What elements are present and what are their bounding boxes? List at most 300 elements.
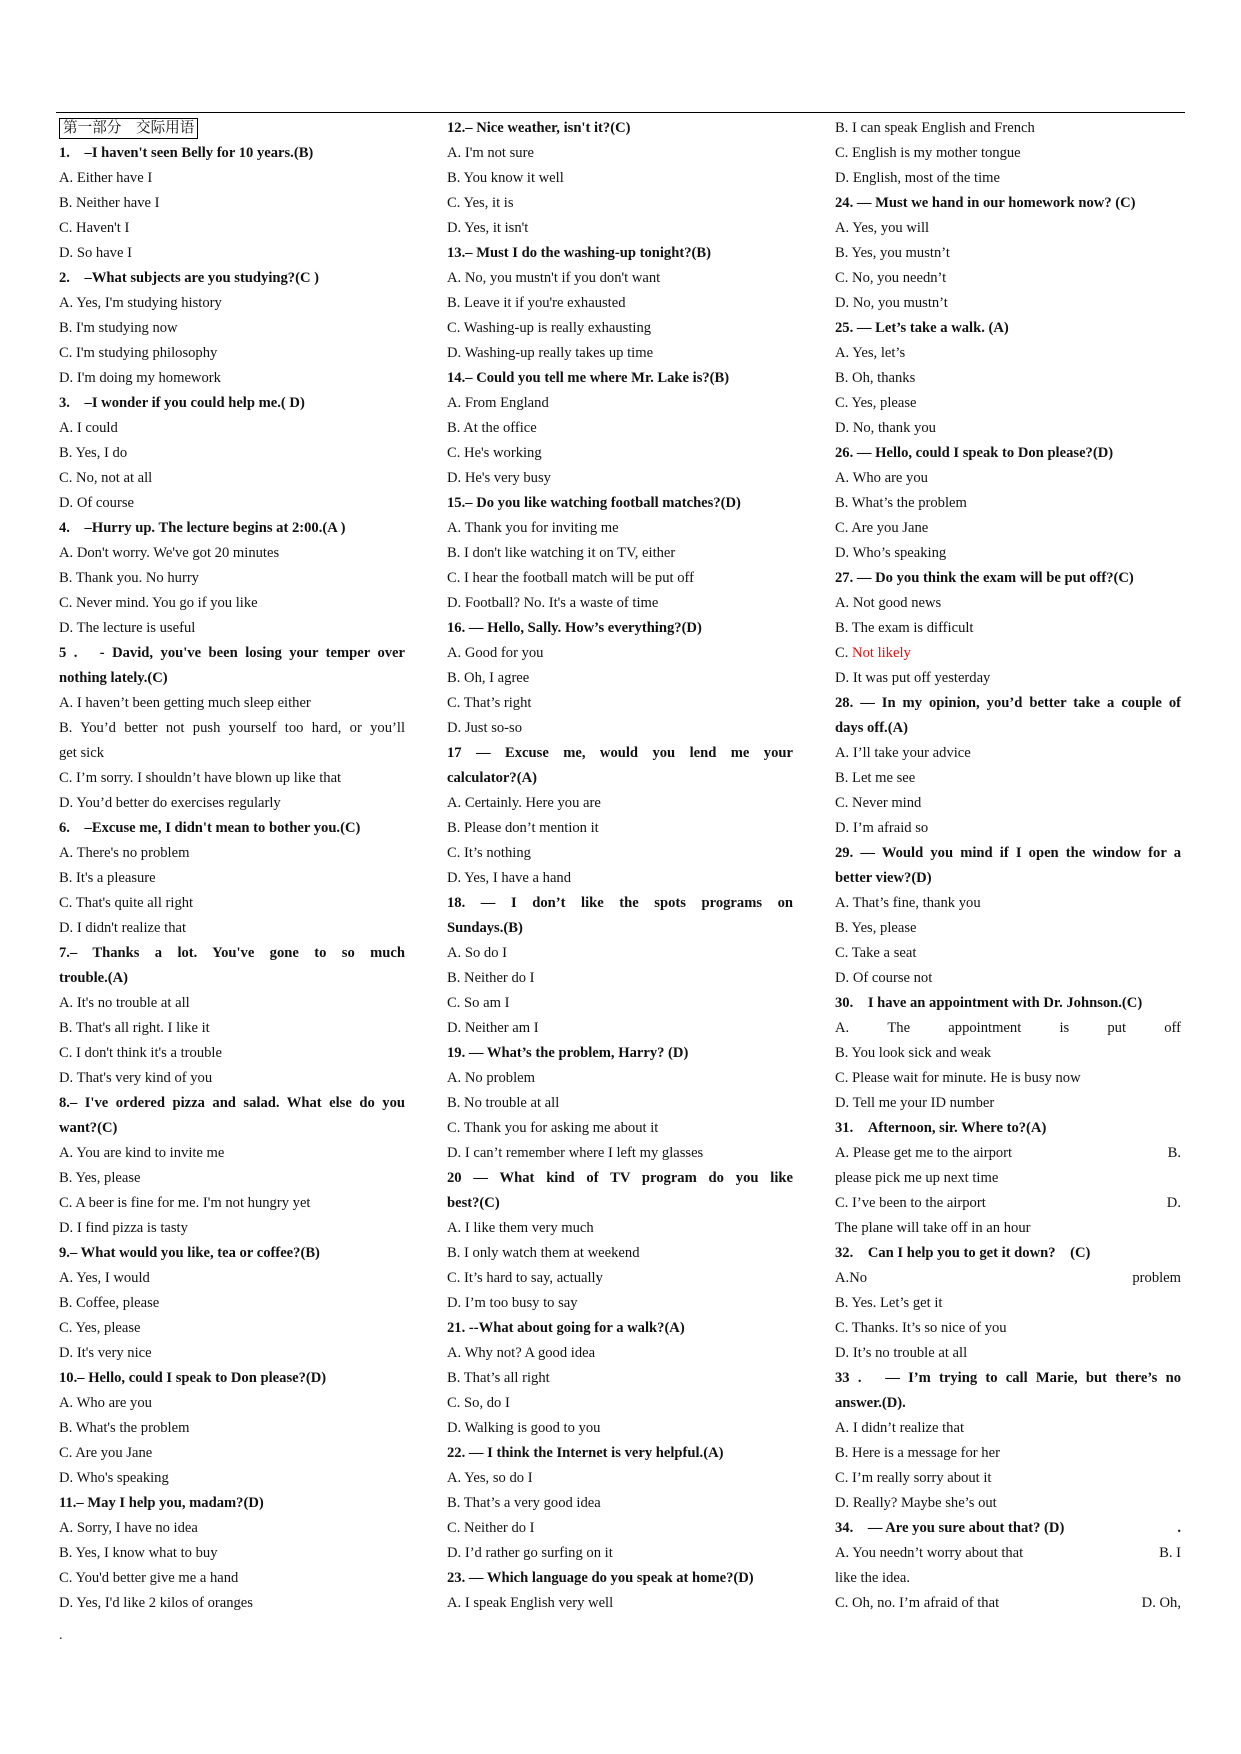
option-line — [447, 341, 793, 366]
option-line — [447, 166, 793, 191]
option-line — [59, 1191, 405, 1216]
line-text: D. I find pizza is tasty — [59, 1220, 188, 1236]
option-line — [447, 466, 793, 491]
line-text: B. Here is a message for her — [835, 1445, 1000, 1461]
line-text: B. Neither have I — [59, 195, 160, 211]
question-line — [447, 1441, 793, 1466]
line-text: D. I’d rather go surfing on it — [447, 1545, 613, 1561]
line-text: B. That's all right. I like it — [59, 1020, 210, 1036]
line-text: D. English, most of the time — [835, 170, 1000, 186]
line-text: C. I’m really sorry about it — [835, 1470, 992, 1486]
line-text: better view?(D) — [835, 870, 932, 886]
line-left-text: A. Please get me to the airport — [835, 1145, 1013, 1161]
line-text: B. The exam is difficult — [835, 620, 974, 636]
line-text: 20 — What kind of TV program do you like — [447, 1170, 793, 1186]
line-text: C. He's working — [447, 445, 542, 461]
option-line — [447, 441, 793, 466]
line-text: A. It's no trouble at all — [59, 995, 190, 1011]
option-line — [835, 1316, 1181, 1341]
option-line — [835, 1291, 1181, 1316]
line-right-text: problem — [1132, 1270, 1181, 1286]
option-line — [835, 791, 1181, 816]
line-text: 1. –I haven't seen Belly for 10 years.(B) — [59, 145, 314, 161]
option-line — [447, 266, 793, 291]
line-text: A. Yes, I'm studying history — [59, 295, 222, 311]
line-text: A. Yes, I would — [59, 1270, 150, 1286]
line-text: like the idea. — [835, 1570, 910, 1586]
question-line — [835, 566, 1181, 591]
line-right-text: . — [1177, 1520, 1181, 1536]
option-line — [447, 391, 793, 416]
option-line — [447, 1516, 793, 1541]
line-text: D. Who’s speaking — [835, 545, 947, 561]
option-line — [447, 1491, 793, 1516]
line-text: 12.– Nice weather, isn't it?(C) — [447, 120, 631, 136]
line-text: C. Are you Jane — [59, 1445, 153, 1461]
question-line — [835, 1116, 1181, 1141]
line-text: A. Not good news — [835, 595, 942, 611]
top-rule — [56, 112, 1185, 113]
option-line — [835, 941, 1181, 966]
option-line — [59, 366, 405, 391]
option-line — [447, 1341, 793, 1366]
option-line — [59, 466, 405, 491]
line-text: A. I’ll take your advice — [835, 745, 971, 761]
line-text: A. That’s fine, thank you — [835, 895, 981, 911]
line-text: 29. — Would you mind if I open the window for a — [835, 845, 1181, 861]
line-text: A. Who are you — [59, 1395, 152, 1411]
option-line — [59, 241, 405, 266]
line-text: D. It's very nice — [59, 1345, 152, 1361]
line-text: 33 . — I’m trying to call Marie, but there’s no — [835, 1370, 1181, 1386]
question-line — [447, 491, 793, 516]
option-line — [59, 866, 405, 891]
option-line — [447, 1466, 793, 1491]
option-line — [59, 1166, 405, 1191]
option-line — [835, 1166, 1181, 1191]
section-heading-row — [59, 116, 405, 141]
option-line — [59, 1141, 405, 1166]
line-text: 2. –What subjects are you studying?(C ) — [59, 270, 320, 286]
line-text: C. Are you Jane — [835, 520, 929, 536]
option-line — [835, 741, 1181, 766]
option-line — [447, 291, 793, 316]
question-line — [59, 1366, 405, 1391]
line-text: A. I could — [59, 420, 118, 436]
line-text: C. I don't think it's a trouble — [59, 1045, 222, 1061]
option-line — [59, 1041, 405, 1066]
option-line — [835, 416, 1181, 441]
line-text: 4. –Hurry up. The lecture begins at 2:00.(A ) — [59, 520, 346, 536]
option-line — [59, 541, 405, 566]
line-text: B. That’s all right — [447, 1370, 550, 1386]
option-line — [835, 1066, 1181, 1091]
option-line — [835, 641, 1181, 666]
line-text: D. I didn't realize that — [59, 920, 187, 936]
line-text: B. Coffee, please — [59, 1295, 160, 1311]
option-line — [835, 816, 1181, 841]
line-text: D. Football? No. It's a waste of time — [447, 595, 659, 611]
option-line — [835, 1591, 1181, 1616]
option-line — [59, 166, 405, 191]
line-text: 11.– May I help you, madam?(D) — [59, 1495, 264, 1511]
option-line — [835, 466, 1181, 491]
option-line — [835, 1566, 1181, 1591]
line-text: days off.(A) — [835, 720, 908, 736]
option-line — [59, 291, 405, 316]
line-text: B. I'm studying now — [59, 320, 178, 336]
option-line — [59, 616, 405, 641]
line-text: B. Yes, I do — [59, 445, 128, 461]
line-text: B. I only watch them at weekend — [447, 1245, 640, 1261]
option-line — [59, 316, 405, 341]
line-text: D. Yes, it isn't — [447, 220, 529, 236]
option-line — [447, 691, 793, 716]
line-text: A. Yes, let’s — [835, 345, 906, 361]
option-line — [447, 566, 793, 591]
option-line — [447, 1291, 793, 1316]
option-line — [59, 1066, 405, 1091]
option-line — [59, 766, 405, 791]
line-text: 21. --What about going for a walk?(A) — [447, 1320, 685, 1336]
line-text: D. It’s no trouble at all — [835, 1345, 968, 1361]
line-text: D. Walking is good to you — [447, 1420, 601, 1436]
line-text: D. No, thank you — [835, 420, 936, 436]
option-line — [835, 766, 1181, 791]
option-line — [447, 641, 793, 666]
question-line — [447, 616, 793, 641]
option-line — [59, 1566, 405, 1591]
option-line — [835, 1466, 1181, 1491]
line-text: C. No, you needn’t — [835, 270, 947, 286]
line-text: B. You know it well — [447, 170, 564, 186]
question-line — [835, 841, 1181, 866]
option-line — [835, 1191, 1181, 1216]
option-line — [447, 1216, 793, 1241]
option-line — [835, 291, 1181, 316]
line-text: A. I like them very much — [447, 1220, 594, 1236]
highlighted-answer: Not likely — [852, 645, 911, 661]
line-text: C. Never mind — [835, 795, 922, 811]
line-text: 31. Afternoon, sir. Where to?(A) — [835, 1120, 1047, 1136]
question-line — [835, 441, 1181, 466]
line-left-text: C. Oh, no. I’m afraid of that — [835, 1595, 1000, 1611]
option-line — [447, 816, 793, 841]
line-text: 6. –Excuse me, I didn't mean to bother you.(C) — [59, 820, 361, 836]
question-line — [835, 1516, 1181, 1541]
option-line — [59, 916, 405, 941]
option-line — [447, 1541, 793, 1566]
option-line — [835, 491, 1181, 516]
option-line — [447, 591, 793, 616]
line-text: D. Just so-so — [447, 720, 523, 736]
question-line — [59, 1491, 405, 1516]
option-line — [59, 891, 405, 916]
option-line — [59, 416, 405, 441]
line-text: B. Leave it if you're exhausted — [447, 295, 626, 311]
option-line — [59, 1541, 405, 1566]
line-text: 13.– Must I do the washing-up tonight?(B) — [447, 245, 711, 261]
option-line — [835, 916, 1181, 941]
line-text: trouble.(A) — [59, 970, 129, 986]
line-text: 26. — Hello, could I speak to Don please?(D) — [835, 445, 1114, 461]
line-text: A. The appointment is put off — [835, 1020, 1181, 1036]
question-line — [447, 891, 793, 916]
column-1 — [59, 116, 405, 1616]
line-text: want?(C) — [59, 1120, 118, 1136]
question-line — [447, 241, 793, 266]
option-line — [447, 1016, 793, 1041]
line-text: answer.(D). — [835, 1395, 906, 1411]
question-line — [59, 816, 405, 841]
line-text: D. He's very busy — [447, 470, 551, 486]
option-line — [59, 1441, 405, 1466]
question-line — [835, 191, 1181, 216]
option-line — [447, 791, 793, 816]
option-line — [835, 116, 1181, 141]
option-line — [835, 241, 1181, 266]
line-text: D. Yes, I have a hand — [447, 870, 572, 886]
line-text: B. Please don’t mention it — [447, 820, 599, 836]
option-line — [447, 416, 793, 441]
line-text: C. A beer is fine for me. I'm not hungry yet — [59, 1195, 311, 1211]
question-line — [835, 1241, 1181, 1266]
line-text: The plane will take off in an hour — [835, 1220, 1031, 1236]
question-line — [835, 991, 1181, 1016]
option-line — [835, 366, 1181, 391]
line-text: A. Yes, so do I — [447, 1470, 533, 1486]
line-text: D. Of course — [59, 495, 134, 511]
option-line — [447, 1416, 793, 1441]
question-line — [447, 741, 793, 766]
line-text: 24. — Must we hand in our homework now? (C) — [835, 195, 1136, 211]
line-right-text: D. — [1166, 1195, 1181, 1211]
option-line — [447, 141, 793, 166]
line-text: C. Yes, please — [835, 395, 917, 411]
line-text: 32. Can I help you to get it down? (C) — [835, 1245, 1091, 1261]
line-text: A. Either have I — [59, 170, 153, 186]
line-text: 16. — Hello, Sally. How’s everything?(D) — [447, 620, 702, 636]
option-line — [835, 391, 1181, 416]
question-line — [59, 966, 405, 991]
line-text: nothing lately.(C) — [59, 670, 168, 686]
option-line — [835, 1216, 1181, 1241]
line-text: A. No problem — [447, 1070, 535, 1086]
option-line — [835, 1416, 1181, 1441]
option-line — [59, 566, 405, 591]
option-line — [835, 216, 1181, 241]
line-text: B. Let me see — [835, 770, 916, 786]
line-text: 22. — I think the Internet is very helpful.(A) — [447, 1445, 724, 1461]
line-text: B. Yes, please — [835, 920, 917, 936]
line-text: A. Thank you for inviting me — [447, 520, 619, 536]
option-line — [59, 491, 405, 516]
line-text: C. Take a seat — [835, 945, 917, 961]
line-text: 7.– Thanks a lot. You've gone to so much — [59, 945, 405, 961]
line-text: A. I'm not sure — [447, 145, 534, 161]
option-line — [835, 141, 1181, 166]
line-text: D. So have I — [59, 245, 132, 261]
line-text: D. Washing-up really takes up time — [447, 345, 654, 361]
option-line — [835, 966, 1181, 991]
option-line — [447, 841, 793, 866]
line-text: D. Tell me your ID number — [835, 1095, 995, 1111]
option-line — [835, 616, 1181, 641]
option-line — [835, 516, 1181, 541]
line-text: A. Why not? A good idea — [447, 1345, 596, 1361]
line-text: C. Never mind. You go if you like — [59, 595, 258, 611]
option-line — [447, 1066, 793, 1091]
line-text: 19. — What’s the problem, Harry? (D) — [447, 1045, 689, 1061]
line-text: D. You’d better do exercises regularly — [59, 795, 281, 811]
line-text: C. English is my mother tongue — [835, 145, 1021, 161]
line-left-text: A.No — [835, 1270, 868, 1286]
line-text: calculator?(A) — [447, 770, 537, 786]
line-text: D. Yes, I'd like 2 kilos of oranges — [59, 1595, 253, 1611]
line-text: get sick — [59, 745, 104, 761]
line-text: 9.– What would you like, tea or coffee?(B) — [59, 1245, 320, 1261]
line-text: 17 — Excuse me, would you lend me your — [447, 745, 793, 761]
line-text: C. I'm studying philosophy — [59, 345, 218, 361]
line-text: A. I speak English very well — [447, 1595, 614, 1611]
line-text: A. So do I — [447, 945, 507, 961]
question-line — [447, 1316, 793, 1341]
line-text: best?(C) — [447, 1195, 500, 1211]
option-line — [835, 1266, 1181, 1291]
line-text: 5 . - David, you've been losing your temper over — [59, 645, 405, 661]
line-text: C. So am I — [447, 995, 510, 1011]
line-text: B. What’s the problem — [835, 495, 967, 511]
option-line — [59, 716, 405, 741]
line-text: B. I can speak English and French — [835, 120, 1035, 136]
line-text: A. Don't worry. We've got 20 minutes — [59, 545, 280, 561]
option-line — [835, 1016, 1181, 1041]
option-line — [59, 1466, 405, 1491]
line-text: C. — [835, 645, 853, 661]
line-text: please pick me up next time — [835, 1170, 999, 1186]
line-text: A. You are kind to invite me — [59, 1145, 225, 1161]
option-line — [59, 691, 405, 716]
option-line — [447, 1141, 793, 1166]
question-line — [59, 941, 405, 966]
option-line — [835, 266, 1181, 291]
line-text: B. Yes, I know what to buy — [59, 1545, 218, 1561]
option-line — [447, 316, 793, 341]
question-line — [447, 116, 793, 141]
line-text: D. I’m too busy to say — [447, 1295, 578, 1311]
line-text: A. Certainly. Here you are — [447, 795, 601, 811]
line-text: B. Yes, you mustn’t — [835, 245, 950, 261]
section-heading: 第一部分 交际用语 — [59, 118, 198, 139]
line-text: C. Haven't I — [59, 220, 130, 236]
option-line — [59, 741, 405, 766]
option-line — [59, 1516, 405, 1541]
line-right-text: B. — [1167, 1145, 1181, 1161]
question-line — [447, 1041, 793, 1066]
option-line — [447, 1366, 793, 1391]
line-text: C. You'd better give me a hand — [59, 1570, 239, 1586]
line-right-text: D. Oh, — [1141, 1595, 1181, 1611]
line-text: B. It's a pleasure — [59, 870, 156, 886]
option-line — [447, 1266, 793, 1291]
option-line — [59, 1391, 405, 1416]
option-line — [835, 1441, 1181, 1466]
line-text: 3. –I wonder if you could help me.( D) — [59, 395, 305, 411]
option-line — [447, 716, 793, 741]
line-text: D. I can’t remember where I left my glasses — [447, 1145, 704, 1161]
option-line — [447, 541, 793, 566]
question-line — [447, 766, 793, 791]
option-line — [447, 991, 793, 1016]
line-text: 30. I have an appointment with Dr. Johnson.(C) — [835, 995, 1143, 1011]
line-text: 8.– I've ordered pizza and salad. What else do you — [59, 1095, 405, 1111]
option-line — [59, 1591, 405, 1616]
option-line — [447, 191, 793, 216]
line-text: B. Oh, thanks — [835, 370, 916, 386]
line-text: B. You look sick and weak — [835, 1045, 992, 1061]
option-line — [835, 1541, 1181, 1566]
line-text: 27. — Do you think the exam will be put off?(C) — [835, 570, 1134, 586]
line-right-text: B. I — [1159, 1545, 1181, 1561]
line-text: C. Yes, please — [59, 1320, 141, 1336]
line-text: A. I didn’t realize that — [835, 1420, 964, 1436]
line-text: C. That's quite all right — [59, 895, 194, 911]
line-text: 25. — Let’s take a walk. (A) — [835, 320, 1009, 336]
option-line — [447, 1591, 793, 1616]
question-line — [59, 391, 405, 416]
option-line — [59, 441, 405, 466]
option-line — [835, 1041, 1181, 1066]
option-line — [835, 541, 1181, 566]
line-text: C. Thanks. It’s so nice of you — [835, 1320, 1007, 1336]
option-line — [59, 1341, 405, 1366]
option-line — [59, 591, 405, 616]
question-line — [59, 266, 405, 291]
option-line — [59, 341, 405, 366]
line-text: C. That’s right — [447, 695, 532, 711]
option-line — [59, 1016, 405, 1041]
line-text: D. Who's speaking — [59, 1470, 169, 1486]
question-line — [447, 916, 793, 941]
option-line — [835, 166, 1181, 191]
option-line — [447, 1091, 793, 1116]
line-text: B. That’s a very good idea — [447, 1495, 601, 1511]
line-text: A. Good for you — [447, 645, 544, 661]
line-text: D. No, you mustn’t — [835, 295, 948, 311]
line-text: 15.– Do you like watching football matches?(D) — [447, 495, 741, 511]
line-text: B. Thank you. No hurry — [59, 570, 199, 586]
line-text: D. It was put off yesterday — [835, 670, 991, 686]
option-line — [447, 516, 793, 541]
line-text: B. At the office — [447, 420, 537, 436]
question-line — [447, 1166, 793, 1191]
line-text: C. I hear the football match will be put off — [447, 570, 694, 586]
option-line — [59, 216, 405, 241]
question-line — [59, 1091, 405, 1116]
line-text: C. It’s hard to say, actually — [447, 1270, 603, 1286]
line-text: 10.– Hello, could I speak to Don please?(D) — [59, 1370, 327, 1386]
option-line — [59, 1316, 405, 1341]
question-line — [835, 1391, 1181, 1416]
column-3 — [835, 116, 1181, 1616]
option-line — [835, 591, 1181, 616]
option-line — [835, 1141, 1181, 1166]
line-text: C. I’m sorry. I shouldn’t have blown up like that — [59, 770, 342, 786]
line-text: C. It’s nothing — [447, 845, 531, 861]
page-dot: . — [59, 1628, 63, 1643]
line-text: A. I haven’t been getting much sleep either — [59, 695, 311, 711]
option-line — [447, 941, 793, 966]
